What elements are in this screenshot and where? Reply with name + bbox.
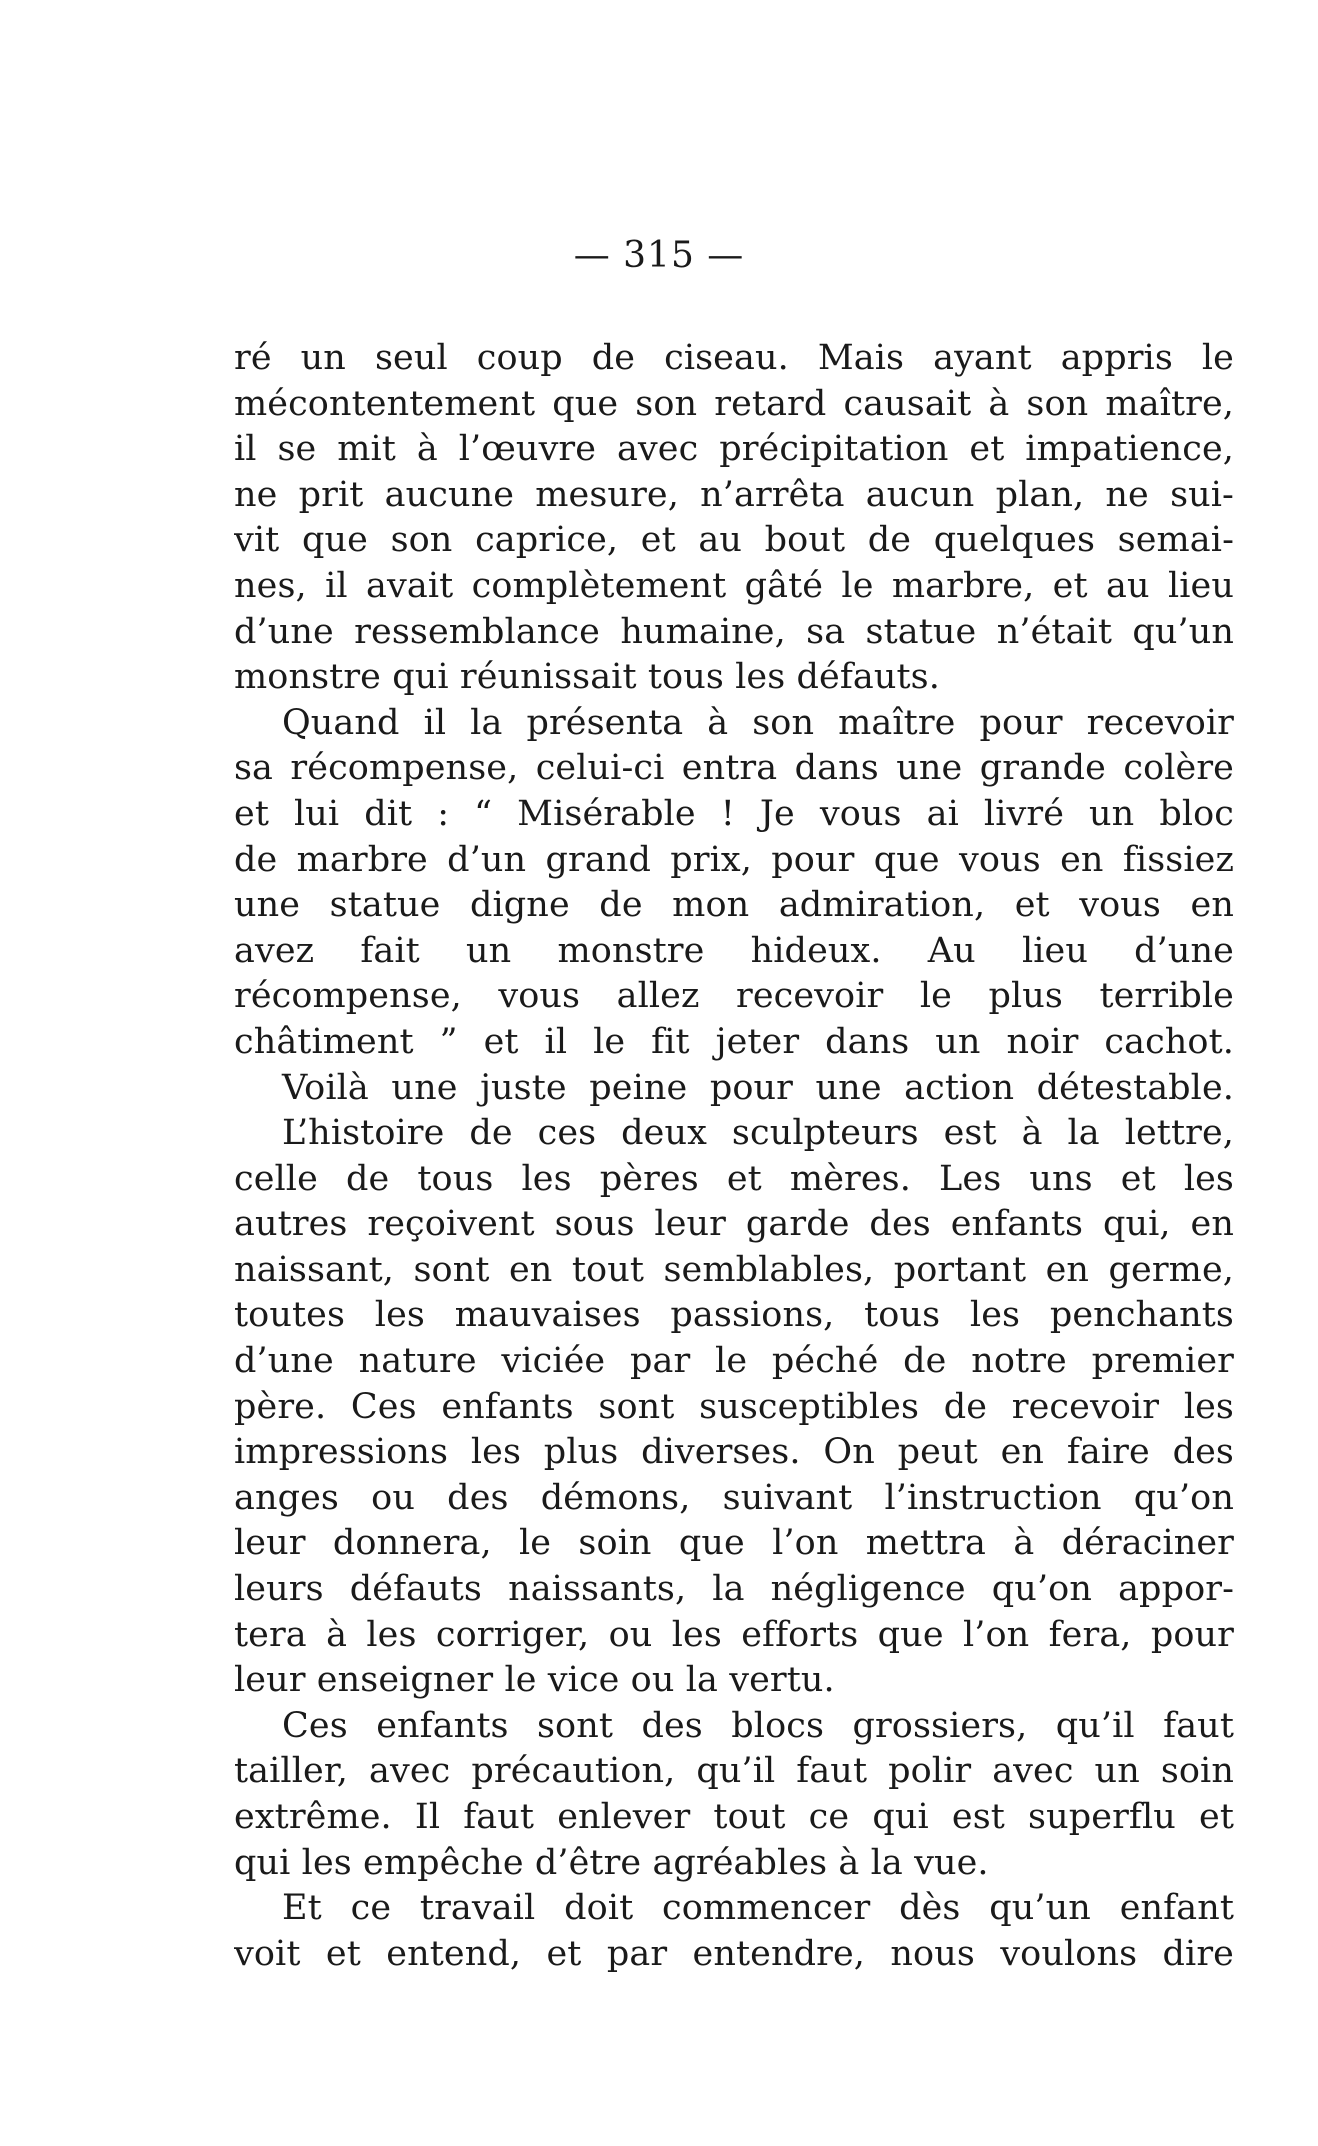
text-line: une statue digne de mon admiration, et vous en [234, 885, 1234, 926]
text-line: mécontentement que son retard causait à son maître, [234, 383, 1234, 424]
text-line: d’une ressemblance humaine, sa statue n’était qu’un [234, 611, 1234, 652]
text-line: leur enseigner le vice ou la vertu. [234, 1660, 835, 1701]
text-line: celle de tous les pères et mères. Les uns et les [234, 1158, 1234, 1199]
text-line: nes, il avait complètement gâté le marbre, et au lieu [234, 565, 1234, 606]
text-line: Ces enfants sont des blocs grossiers, qu’il faut [282, 1705, 1234, 1746]
text-line: toutes les mauvaises passions, tous les penchants [234, 1295, 1234, 1336]
text-line: extrême. Il faut enlever tout ce qui est superflu et [234, 1797, 1234, 1837]
body-text [234, 336, 1234, 1977]
text-line: qui les empêche d’être agréables à la vue. [234, 1842, 989, 1883]
text-line: tailler, avec précaution, qu’il faut polir avec un soin [234, 1751, 1234, 1792]
text-line: tera à les corriger, ou les efforts que l’on fera, pour [234, 1614, 1234, 1655]
text-line: naissant, sont en tout semblables, portant en germe, [234, 1249, 1234, 1290]
text-line: leur donnera, le soin que l’on mettra à déraciner [234, 1523, 1234, 1564]
text-line: Quand il la présenta à son maître pour recevoir [282, 702, 1234, 743]
text-line: voit et entend, et par entendre, nous voulons dire [234, 1933, 1234, 1974]
text-line: châtiment ” et il le fit jeter dans un noir cachot. [234, 1021, 1234, 1062]
text-line: leurs défauts naissants, la négligence qu’on appor- [234, 1569, 1234, 1610]
text-line: père. Ces enfants sont susceptibles de recevoir les [234, 1386, 1234, 1427]
page-number: — 315 — [573, 235, 745, 276]
text-line: anges ou des démons, suivant l’instruction qu’on [234, 1477, 1234, 1518]
text-line: il se mit à l’œuvre avec précipitation et impatience, [234, 429, 1234, 470]
text-line: L’histoire de ces deux sculpteurs est à la lettre, [282, 1113, 1234, 1154]
text-line: vit que son caprice, et au bout de quelques semai- [234, 520, 1234, 561]
text-line: ré un seul coup de ciseau. Mais ayant appris le [234, 338, 1234, 378]
text-line: Voilà une juste peine pour une action détestable. [282, 1067, 1234, 1108]
text-line: Et ce travail doit commencer dès qu’un enfant [282, 1888, 1234, 1929]
text-line: avez fait un monstre hideux. Au lieu d’une [234, 930, 1234, 971]
text-line: ne prit aucune mesure, n’arrêta aucun plan, ne sui- [234, 474, 1234, 515]
text-line: monstre qui réunissait tous les défauts. [234, 657, 940, 698]
text-line: autres reçoivent sous leur garde des enfants qui, en [234, 1204, 1234, 1245]
text-line: récompense, vous allez recevoir le plus terrible [234, 976, 1234, 1017]
text-line: et lui dit : “ Misérable ! Je vous ai livré un bloc [234, 793, 1234, 834]
text-line: d’une nature viciée par le péché de notre premier [234, 1341, 1234, 1382]
text-line: impressions les plus diverses. On peut en faire des [234, 1432, 1234, 1473]
text-line: de marbre d’un grand prix, pour que vous en fissiez [234, 839, 1234, 880]
text-line: sa récompense, celui-ci entra dans une grande colère [234, 748, 1234, 789]
